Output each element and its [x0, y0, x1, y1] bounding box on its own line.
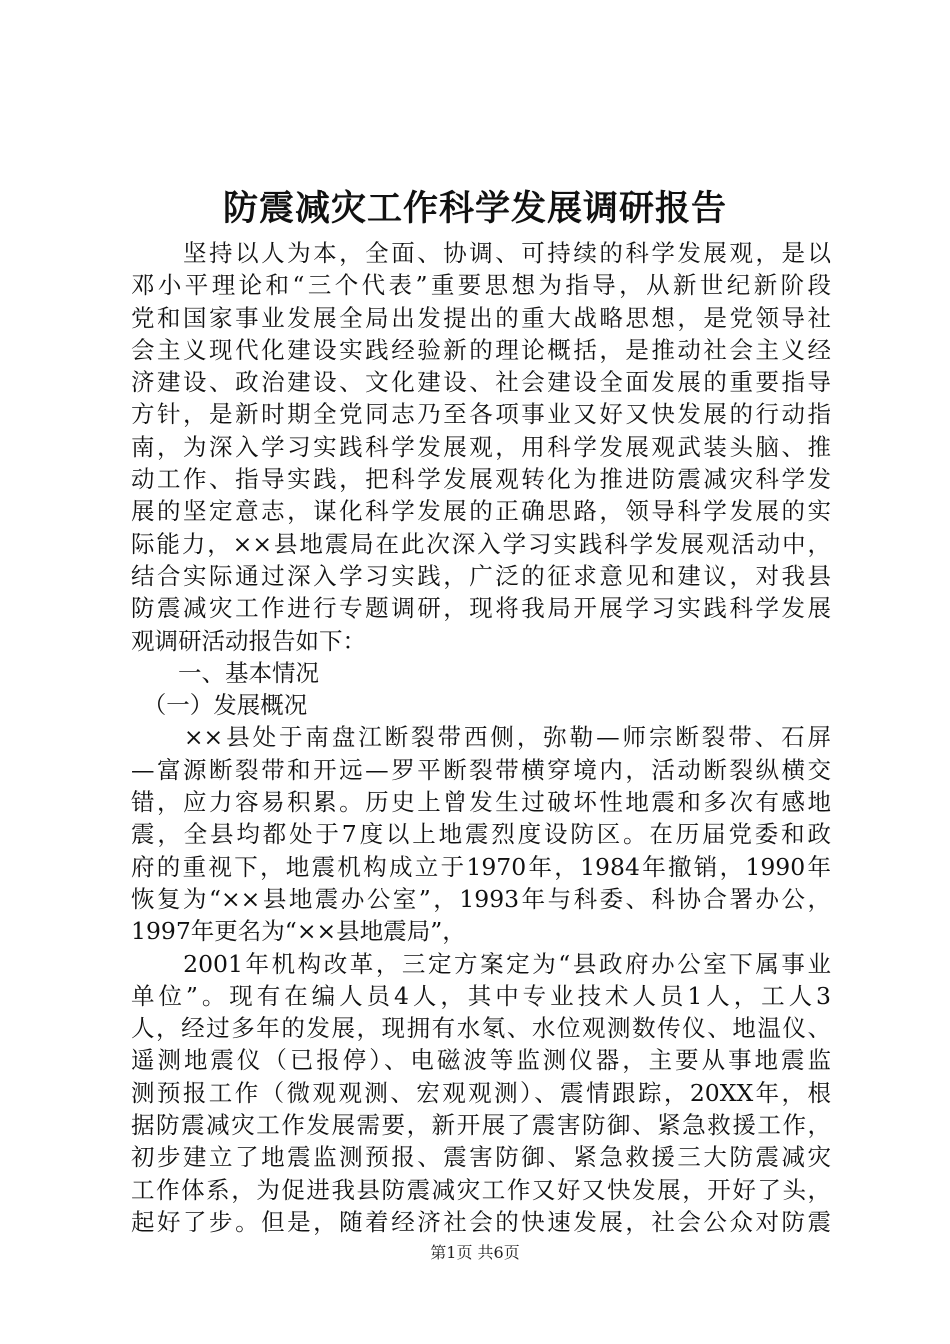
- text-line: 南，为深入学习实践科学发展观，用科学发展观武装头脑、推: [131, 432, 831, 461]
- text-line: 工作体系，为促进我县防震减灾工作又好又快发展，开好了头，: [131, 1175, 831, 1204]
- text-line: 邓小平理论和“三个代表”重要思想为指导，从新世纪新阶段: [131, 271, 831, 300]
- text-line: 测预报工作（微观观测、宏观观测）、震情跟踪，20XX年，根: [131, 1078, 831, 1107]
- text-line: 结合实际通过深入学习实践，广泛的征求意见和建议，对我县: [131, 561, 831, 590]
- text-line: 会主义现代化建设实践经验新的理论概括，是推动社会主义经: [131, 335, 831, 364]
- text-line: 一、基本情况: [131, 658, 319, 687]
- text-line: 动工作、指导实践，把科学发展观转化为推进防震减灾科学发: [131, 465, 831, 494]
- text-line: 据防震减灾工作发展需要，新开展了震害防御、紧急救援工作，: [131, 1111, 831, 1140]
- text-line: 错，应力容易积累。历史上曾发生过破坏性地震和多次有感地: [131, 788, 831, 817]
- page-footer: 第1页 共6页: [430, 1243, 520, 1262]
- text-line: 1997年更名为“××县地震局”，: [131, 917, 466, 946]
- text-line: 2001年机构改革，三定方案定为“县政府办公室下属事业: [131, 949, 831, 978]
- text-line: 震，全县均都处于7度以上地震烈度设防区。在历届党委和政: [131, 820, 831, 849]
- text-line: （一）发展概况: [131, 691, 308, 720]
- text-line: 单位”。现有在编人员4人，其中专业技术人员1人，工人3: [131, 981, 831, 1010]
- text-line: 展的坚定意志，谋化科学发展的正确思路，领导科学发展的实: [131, 497, 831, 526]
- text-line: 党和国家事业发展全局出发提出的重大战略思想，是党领导社: [131, 303, 831, 332]
- text-line: 观调研活动报告如下：: [131, 626, 366, 655]
- text-line: 初步建立了地震监测预报、震害防御、紧急救援三大防震减灾: [131, 1143, 831, 1172]
- text-line: 方针，是新时期全党同志乃至各项事业又好又快发展的行动指: [131, 400, 831, 429]
- document-body: [131, 237, 831, 1238]
- text-line: 际能力，××县地震局在此次深入学习实践科学发展观活动中，: [131, 529, 831, 558]
- text-line: 济建设、政治建设、文化建设、社会建设全面发展的重要指导: [131, 368, 831, 397]
- document-title: 防震减灾工作科学发展调研报告: [222, 188, 727, 229]
- text-line: 府的重视下，地震机构成立于1970年，1984年撤销，1990年: [131, 852, 831, 881]
- text-line: 人，经过多年的发展，现拥有水氡、水位观测数传仪、地温仪、: [131, 1014, 831, 1043]
- text-line: 恢复为“××县地震办公室”，1993年与科委、科协合署办公，: [131, 884, 831, 913]
- text-line: 起好了步。但是，随着经济社会的快速发展，社会公众对防震: [131, 1207, 831, 1236]
- text-line: 坚持以人为本，全面、协调、可持续的科学发展观，是以: [131, 239, 831, 267]
- text-line: —富源断裂带和开远—罗平断裂带横穿境内，活动断裂纵横交: [131, 755, 831, 784]
- text-line: 遥测地震仪（已报停）、电磁波等监测仪器，主要从事地震监: [131, 1046, 831, 1075]
- text-line: ××县处于南盘江断裂带西侧，弥勒—师宗断裂带、石屏: [131, 723, 831, 752]
- text-line: 防震减灾工作进行专题调研，现将我局开展学习实践科学发展: [131, 594, 831, 623]
